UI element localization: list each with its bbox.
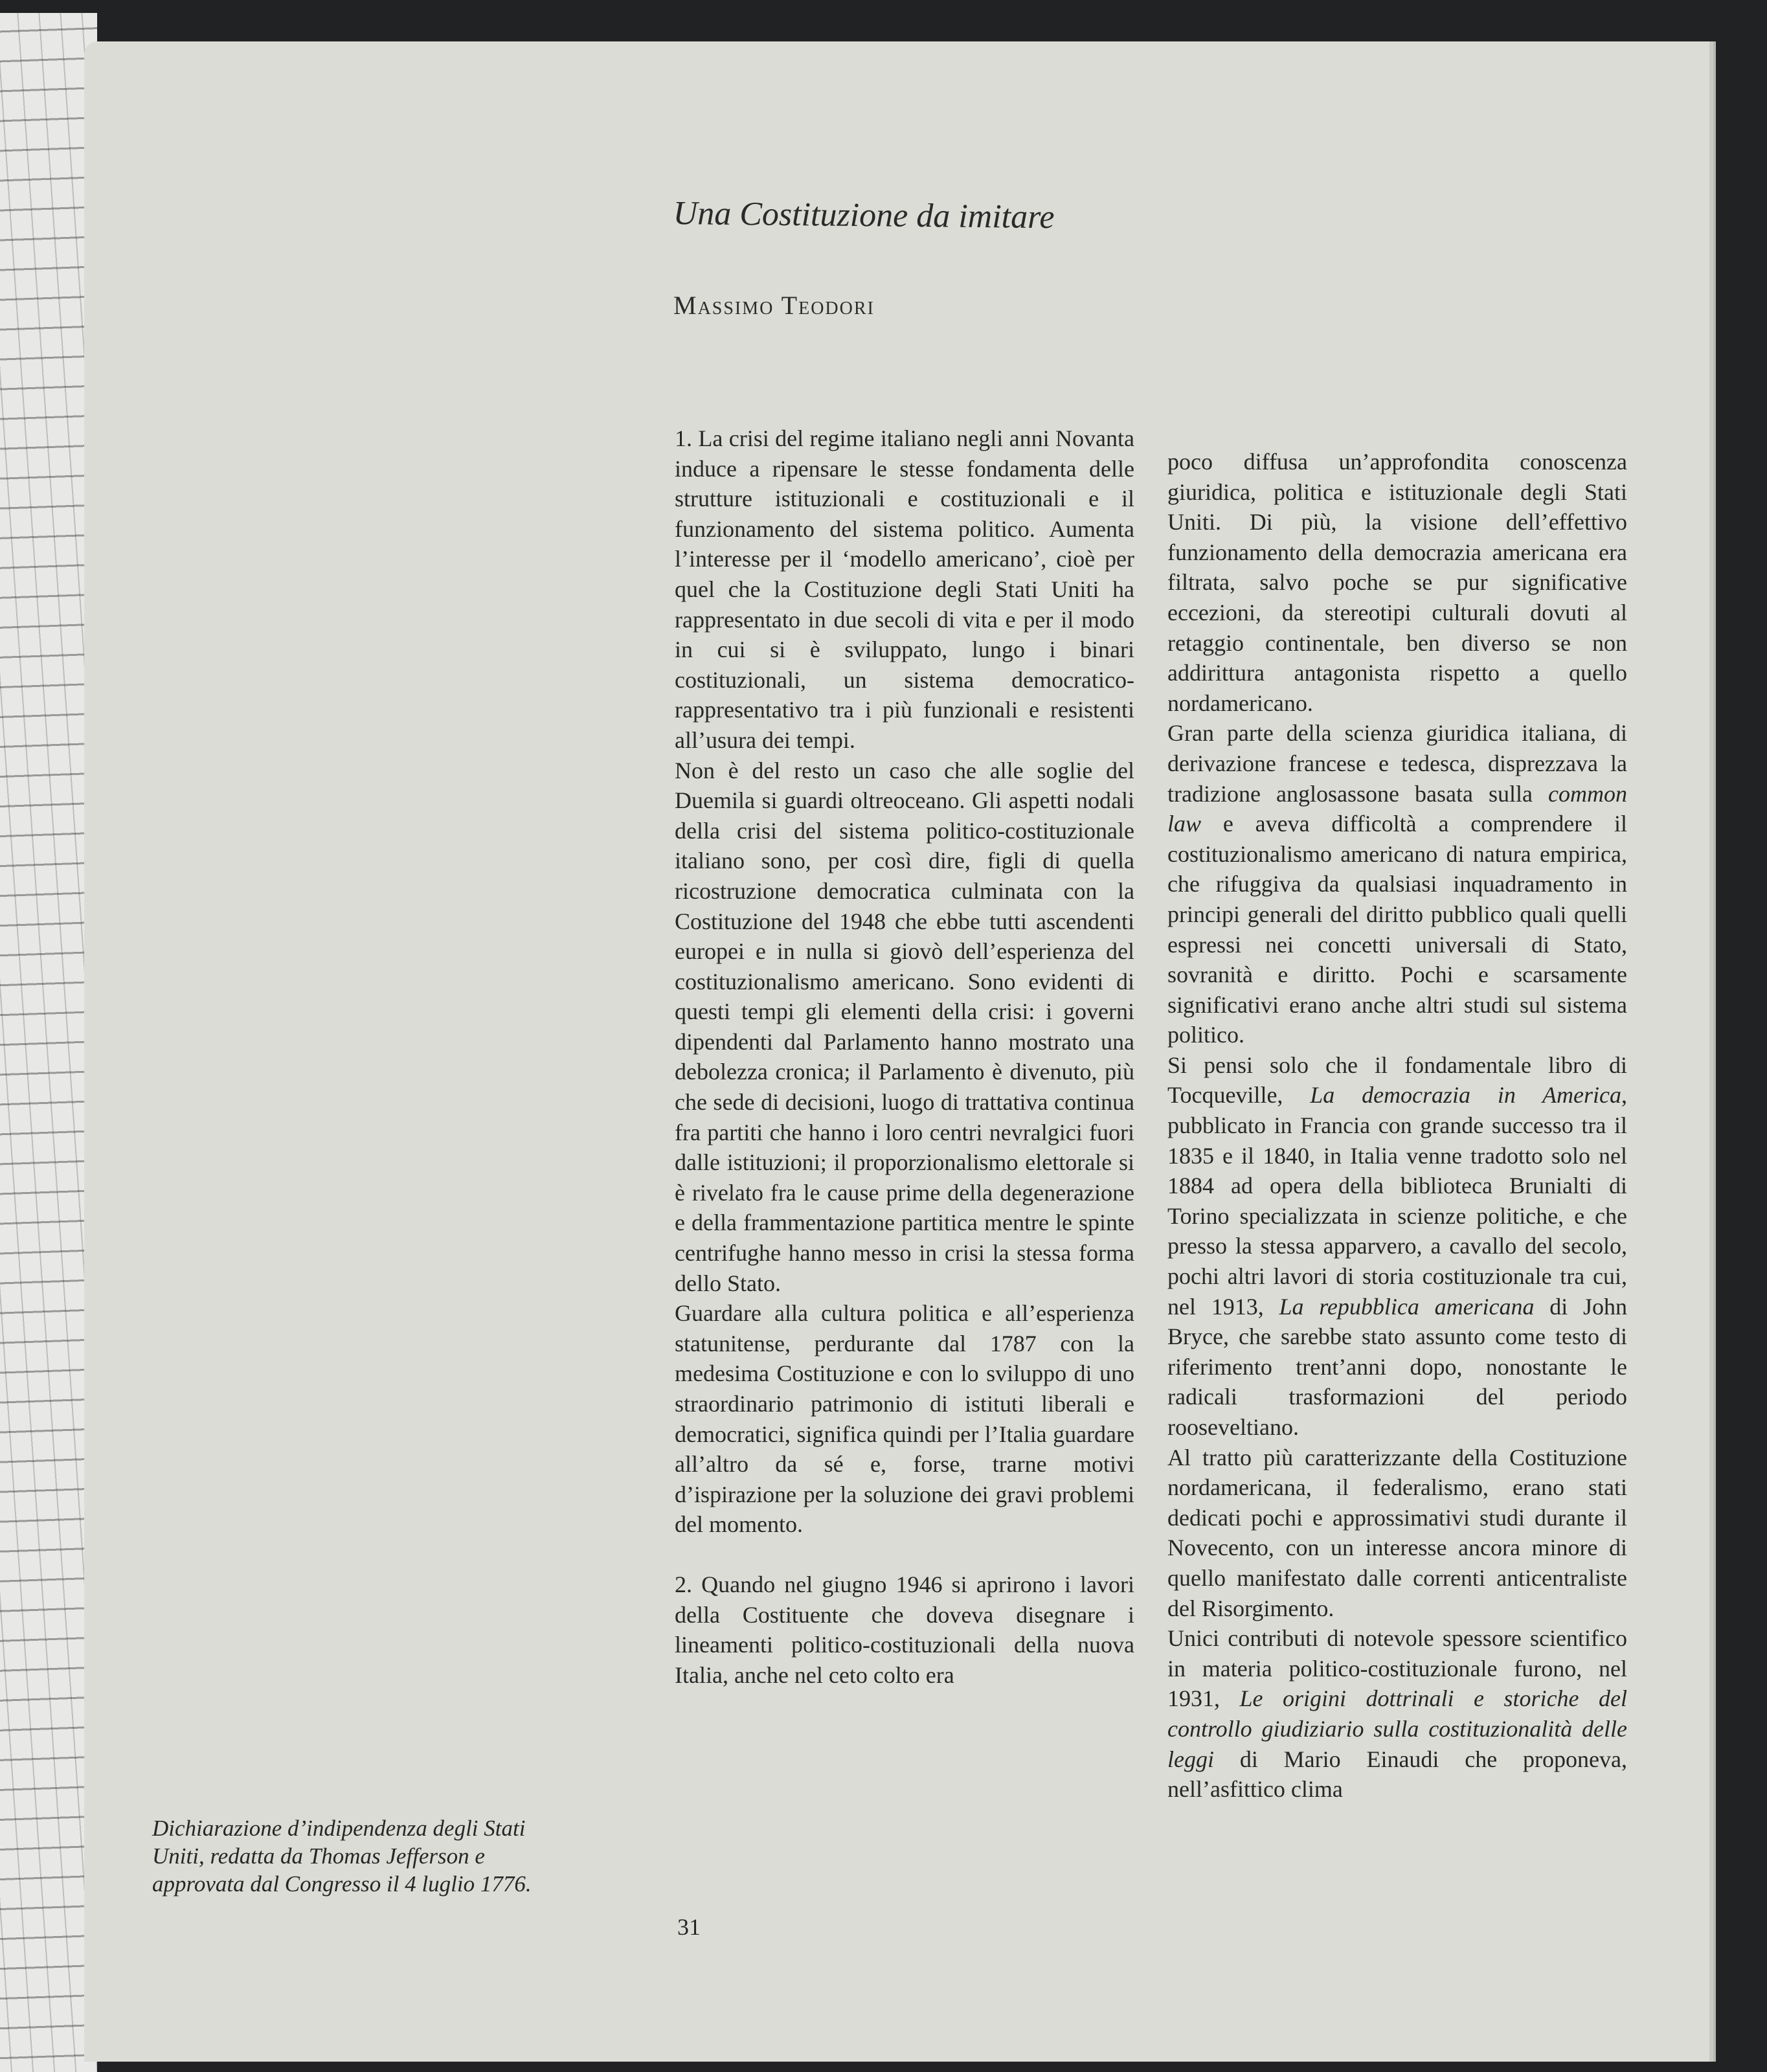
- book-title: La democrazia in America: [1310, 1082, 1621, 1109]
- handwriting-texture-strokes: [0, 13, 97, 2072]
- text-column-right: [1167, 447, 1627, 1805]
- italic-term: common law: [1167, 780, 1627, 837]
- paragraph: [1167, 1050, 1627, 1443]
- paragraph: 1. La crisi del regime italiano negli anni Novanta induce a ripensare le stesse fondamenta delle strutture istituzionali e costituzionali e il funzionamento del sistema politico. Aumenta l’interesse per il ‘modello americano’, cioè per quel che la Costituzione degli Stati Uniti ha rappresentato in due secoli di vita e per il modo in cui si è sviluppato, lungo i binari costituzionali, un sistema democratico-rappresentativo tra i più funzionali e resistenti all’usura dei tempi.: [675, 425, 1134, 753]
- page-number: 31: [677, 1914, 701, 1940]
- paragraph: [1167, 718, 1627, 1050]
- paragraph: 2. Quando nel giugno 1946 si aprirono i lavori della Costituente che doveva disegnare i lineamenti politico-costituzionali della nuova Italia, anche nel ceto colto era: [675, 1571, 1134, 1688]
- paragraph: [1167, 1623, 1627, 1805]
- text-run: Si pensi solo che il fondamentale libro di Tocqueville,: [1167, 1052, 1627, 1109]
- article-title: Una Costituzione da imitare: [673, 194, 1055, 236]
- paragraph: Al tratto più caratterizzante della Costituzione nordamericana, il federalismo, erano stati dedicati pochi e approssimativi studi durante il Novecento, con un interesse ancora minore di quello manifestato dalle correnti anticentraliste del Risorgimento.: [1167, 1444, 1627, 1621]
- text-run: Unici contributi di notevole spessore scientifico in materia politico-costituzionale furono, nel 1931,: [1167, 1625, 1627, 1712]
- paragraph: Non è del resto un caso che alle soglie del Duemila si guardi oltreoceano. Gli aspetti nodali della crisi del sistema politico-costituzionale italiano sono, per così dire, figli di quella ricostruzione democratica culminata con la Costituzione del 1948 che ebbe tutti ascendenti europei e in nulla si giovò dell’esperienza del costituzionalismo americano. Sono evidenti di questi tempi gli elementi della crisi: i governi dipendenti dal Parlamento hanno mostrato una debolezza cronica; il Parlamento è divenuto, più che sede di decisioni, luogo di trattativa continua fra partiti che hanno i loro centri nevralgici fuori dalle istituzioni; il proporzionalismo elettorale si è rivelato fra le cause prime della degenerazione e della frammentazione partitica mentre le spinte centrifughe hanno messo in crisi la stessa forma dello Stato.: [675, 757, 1134, 1296]
- text-run: di Mario Einaudi che proponeva, nell’asfittico clima: [1167, 1746, 1627, 1803]
- paragraph: poco diffusa un’approfondita conoscenza giuridica, politica e istituzionale degli Stati Uniti. Di più, la visione dell’effettivo funzionamento della democrazia americana era filtrata, salvo poche se pur significative eccezioni, da stereotipi culturali dovuti al retaggio continentale, ben diverso se non addirittura antagonista rispetto a quello nordamericano.: [1167, 449, 1627, 716]
- text-run: Gran parte della scienza giuridica italiana, di derivazione francese e tedesca, disprezzava la tradizione anglosassone basata sulla: [1167, 720, 1627, 807]
- article-author: Massimo Teodori: [673, 291, 875, 320]
- text-run: , pubblicato in Francia con grande successo tra il 1835 e il 1840, in Italia venne tradotto solo nel 1884 ad opera della biblioteca Brunialti di Torino specializzata in scienze politiche, e che presso la stessa apparvero, a cavallo del secolo, pochi altri lavori di storia costituzionale tra cui, nel 1913,: [1167, 1082, 1627, 1320]
- book-title: La repubblica americana: [1279, 1293, 1535, 1320]
- text-column-left: [675, 423, 1134, 1690]
- image-caption: Dichiarazione d’indipendenza degli Stati Uniti, redatta da Thomas Jefferson e approvata dal Congresso il 4 luglio 1776.: [152, 1816, 532, 1897]
- facing-page-manuscript: [0, 13, 97, 2072]
- text-run: e aveva difficoltà a comprendere il costituzionalismo americano di natura empirica, che rifuggiva da qualsiasi inquadramento in principi generali del diritto pubblico quali quelli espressi nei concetti universali di Stato, sovranità e diritto. Pochi e scarsamente significativi erano anche altri studi sul sistema politico.: [1167, 811, 1627, 1048]
- paragraph: Guardare alla cultura politica e all’esperienza statunitense, perdurante dal 1787 con la medesima Costituzione e con lo sviluppo di uno straordinario patrimonio di istituti liberali e democratici, significa quindi per l’Italia guardare all’altro da sé e, forse, trarne motivi d’ispirazione per la soluzione dei gravi problemi del momento.: [675, 1300, 1134, 1538]
- book-title: Le origini dottrinali e storiche del controllo giudiziario sulla costituzionalità delle leggi: [1167, 1685, 1628, 1772]
- text-run: di John Bryce, che sarebbe stato assunto come testo di riferimento trent’anni dopo, nonostante le radicali trasformazioni del periodo rooseveltiano.: [1167, 1293, 1628, 1440]
